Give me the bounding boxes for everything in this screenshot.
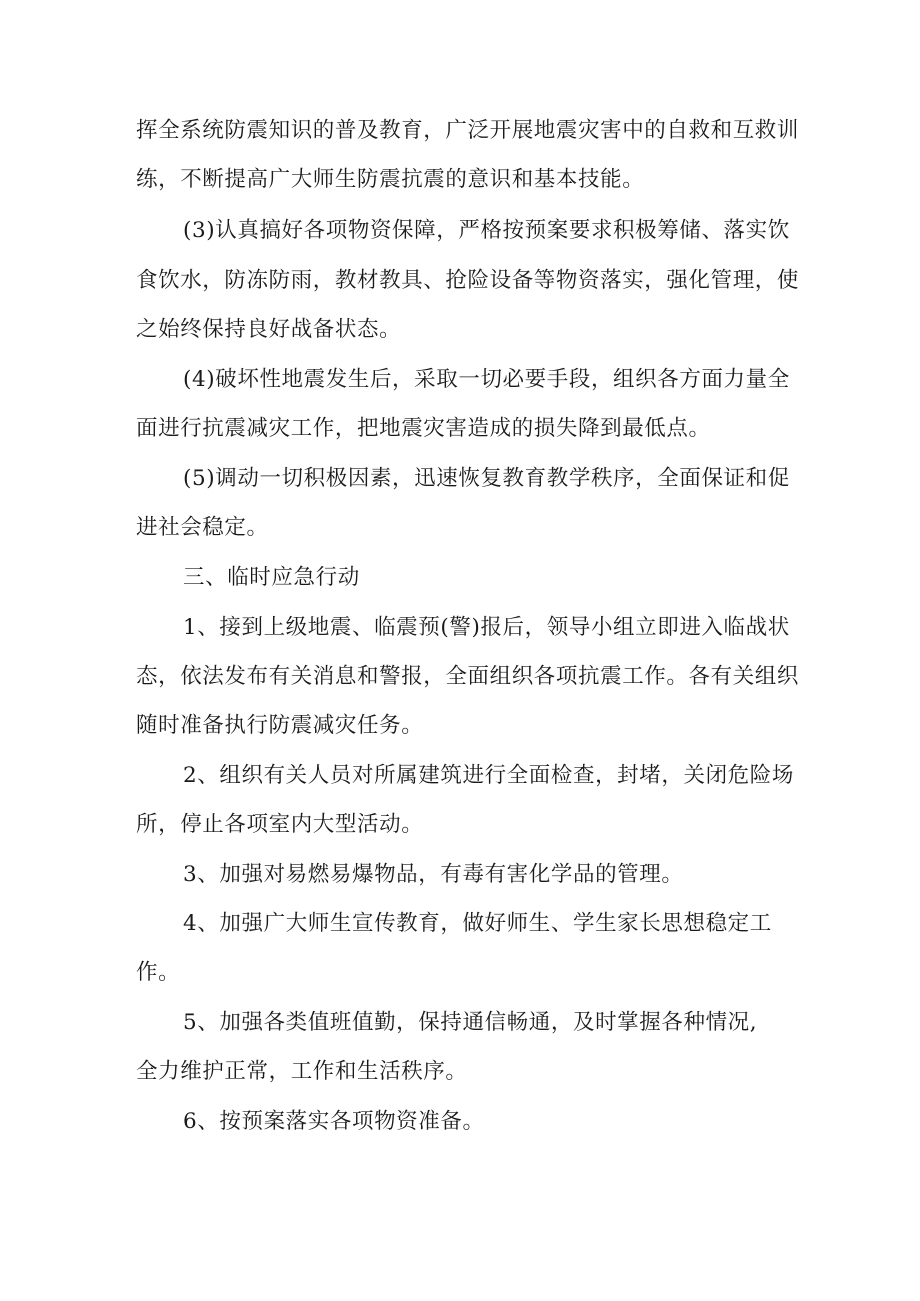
item-5-line: 5、加强各类值班值勤，保持通信畅通，及时掌握各种情况,: [183, 1010, 758, 1035]
text-line: 之始终保持良好战备状态。: [136, 317, 402, 342]
text-line: 全力维护正常，工作和生活秩序。: [136, 1059, 468, 1084]
text-line: 态，依法发布有关消息和警报，全面组织各项抗震工作。各有关组织: [136, 664, 800, 689]
text-line: 面进行抗震减灾工作，把地震灾害造成的损失降到最低点。: [136, 416, 711, 441]
paragraph-4-line: (4)破坏性地震发生后，采取一切必要手段，组织各方面力量全: [183, 367, 790, 392]
section-heading: 三、临时应急行动: [183, 565, 360, 590]
item-1-line: 1、接到上级地震、临震预(警)报后，领导小组立即进入临战状: [183, 615, 790, 640]
item-2-line: 2、组织有关人员对所属建筑进行全面检查，封堵，关闭危险场: [183, 763, 794, 788]
item-3-line: 3、加强对易燃易爆物品，有毒有害化学品的管理。: [183, 862, 684, 887]
text-line: 挥全系统防震知识的普及教育，广泛开展地震灾害中的自救和互救训: [136, 118, 800, 143]
text-line: 练，不断提高广大师生防震抗震的意识和基本技能。: [136, 167, 645, 192]
text-line: 随时准备执行防震减灾任务。: [136, 713, 424, 738]
paragraph-3-line: (3)认真搞好各项物资保障，严格按预案要求积极筹储、落实饮: [183, 218, 790, 243]
text-line: 所，停止各项室内大型活动。: [136, 812, 424, 837]
text-line: 作。: [136, 960, 181, 985]
text-line: 进社会稳定。: [136, 515, 269, 540]
item-4-line: 4、加强广大师生宣传教育，做好师生、学生家长思想稳定工: [183, 911, 772, 936]
text-line: 食饮水，防冻防雨，教材教具、抢险设备等物资落实，强化管理，使: [136, 268, 800, 293]
item-6-line: 6、按预案落实各项物资准备。: [183, 1109, 485, 1134]
paragraph-5-line: (5)调动一切积极因素，迅速恢复教育教学秩序，全面保证和促: [183, 466, 790, 491]
